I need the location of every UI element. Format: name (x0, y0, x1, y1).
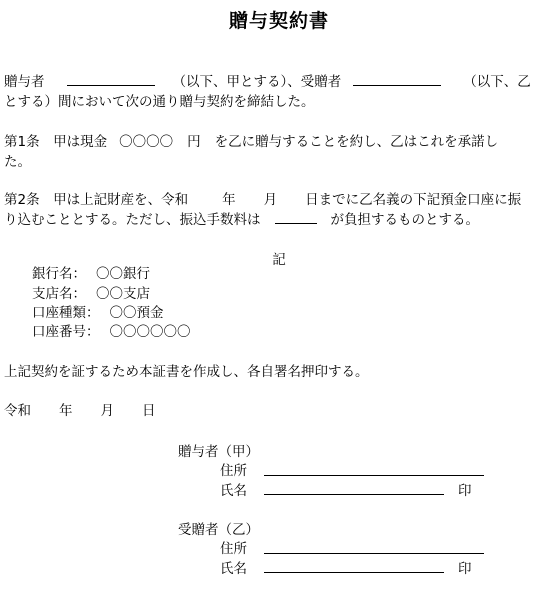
donor-name-line[interactable] (264, 494, 444, 495)
donor-name-label: 氏名 (220, 483, 247, 499)
donee-address-line[interactable] (264, 553, 484, 554)
donee-suffix: （以下、乙 (463, 74, 531, 90)
donor-label: 贈与者 (4, 74, 45, 90)
article-2-text-a: 第2条 甲は上記財産を、令和 (4, 192, 189, 208)
bank-name-value: 〇〇銀行 (96, 266, 150, 282)
donee-heading: 受贈者（乙） (178, 522, 259, 538)
bank-name-row (32, 265, 150, 284)
article-2-month: 月 (263, 192, 278, 208)
article-1-text-b: を乙に贈与することを約し、乙はこれを承諾し (214, 134, 499, 150)
intro-line-2: とする）間において次の通り贈与契約を締結した。 (4, 94, 315, 110)
article-2-text-b: 日までに乙名義の下記預金口座に振 (305, 192, 522, 208)
ki-heading: 記 (272, 252, 286, 268)
account-type-label: 口座種類： (32, 305, 100, 321)
date-year: 年 (59, 403, 73, 419)
fee-payer-blank[interactable] (275, 211, 317, 224)
date-era: 令和 (4, 403, 31, 419)
date-day: 日 (142, 403, 156, 419)
donor-heading: 贈与者（甲） (178, 444, 259, 460)
closing-statement: 上記契約を証するため本証書を作成し、各自署名押印する。 (4, 364, 369, 380)
account-number-value: 〇〇〇〇〇〇 (109, 324, 191, 340)
article-1-text-a: 第1条 甲は現金 (4, 134, 108, 150)
donor-address-line[interactable] (264, 475, 484, 476)
article-1 (4, 132, 549, 172)
contract-date (4, 401, 549, 421)
date-month: 月 (100, 403, 114, 419)
donee-address-label: 住所 (220, 541, 247, 557)
donee-name-blank[interactable] (353, 73, 441, 86)
bank-name-label: 銀行名： (32, 266, 86, 282)
article-2-text-d: が負担するものとする。 (330, 212, 479, 228)
article-2-year: 年 (222, 192, 236, 208)
donee-name-label: 氏名 (220, 561, 247, 577)
intro-paragraph (4, 72, 549, 112)
yen-label: 円 (187, 134, 201, 150)
account-number-label: 口座番号： (32, 324, 100, 340)
donee-seal-mark: 印 (458, 561, 472, 577)
account-type-row (32, 304, 164, 323)
branch-name-value: 〇〇支店 (96, 286, 150, 302)
account-type-value: 〇〇預金 (109, 305, 164, 321)
branch-name-label: 支店名： (32, 286, 86, 302)
article-2 (4, 190, 549, 230)
account-number-row (32, 323, 191, 342)
article-1-line-2: た。 (4, 154, 31, 170)
donor-seal-mark: 印 (458, 483, 472, 499)
cash-amount: 〇〇〇〇 (119, 134, 174, 150)
document-title: 贈与契約書 (228, 10, 329, 32)
donor-suffix: （以下、甲とする）、受贈者 (172, 74, 342, 90)
donor-address-label: 住所 (220, 463, 247, 479)
article-2-text-c: り込むこととする。ただし、振込手数料は (4, 212, 261, 228)
donor-name-blank[interactable] (67, 73, 155, 86)
branch-name-row (32, 285, 150, 304)
donee-name-line[interactable] (264, 572, 444, 573)
